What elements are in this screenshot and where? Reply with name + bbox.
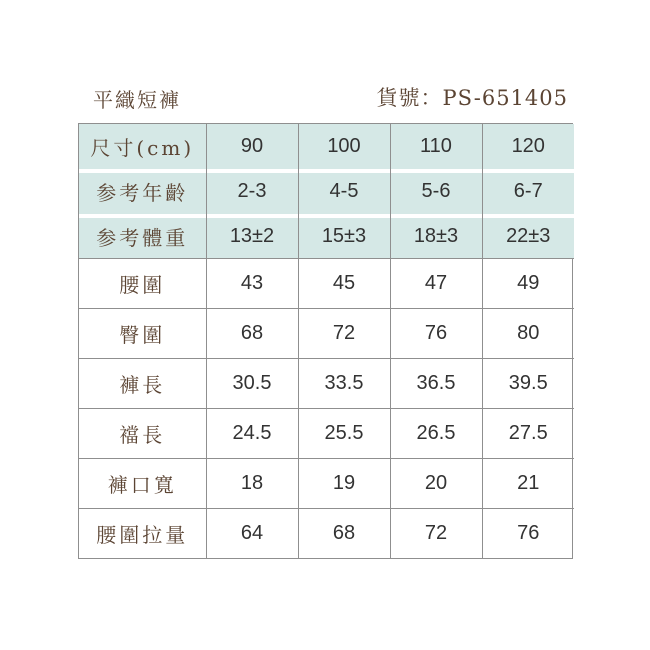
hip-row: [79, 309, 574, 359]
size-cell: 100: [298, 124, 390, 169]
table-cell: 72: [298, 309, 390, 359]
age-cell: 5-6: [390, 169, 482, 214]
table-cell: 25.5: [298, 409, 390, 459]
size-row: [79, 124, 574, 169]
table-cell: 19: [298, 459, 390, 509]
product-code: 貨號：PS-651405: [376, 86, 568, 110]
age-cell: 2-3: [206, 169, 298, 214]
age-cell: 4-5: [298, 169, 390, 214]
age-row: [79, 169, 574, 214]
weight-cell: 22±3: [482, 214, 574, 259]
table-cell: 49: [482, 259, 574, 309]
leg-opening-row: [79, 459, 574, 509]
table-cell: 76: [390, 309, 482, 359]
table-cell: 47: [390, 259, 482, 309]
row-label-weight: 参考體重: [79, 214, 206, 259]
table-cell: 27.5: [482, 409, 574, 459]
table-cell: 36.5: [390, 359, 482, 409]
table-cell: 45: [298, 259, 390, 309]
waist-row: [79, 259, 574, 309]
rise-row: [79, 409, 574, 459]
table-cell: 26.5: [390, 409, 482, 459]
table-cell: 39.5: [482, 359, 574, 409]
age-cell: 6-7: [482, 169, 574, 214]
product-title: 平織短褲: [93, 88, 181, 112]
size-cell: 90: [206, 124, 298, 169]
weight-cell: 15±3: [298, 214, 390, 259]
table-cell: 64: [206, 508, 298, 558]
table-cell: 33.5: [298, 359, 390, 409]
table-cell: 24.5: [206, 409, 298, 459]
pants-length-row: [79, 359, 574, 409]
row-label-age: 参考年齡: [79, 169, 206, 214]
row-label-pants-length: 褲長: [79, 359, 206, 409]
row-label-rise: 襠長: [79, 409, 206, 459]
table-cell: 20: [390, 459, 482, 509]
weight-cell: 18±3: [390, 214, 482, 259]
table-cell: 68: [206, 309, 298, 359]
size-chart-table: [78, 123, 573, 559]
weight-row: [79, 214, 574, 259]
table-cell: 68: [298, 508, 390, 558]
size-cell: 110: [390, 124, 482, 169]
row-label-waist: 腰圍: [79, 259, 206, 309]
row-label-waist-stretch: 腰圍拉量: [79, 508, 206, 558]
row-label-size: 尺寸(cm): [79, 124, 206, 169]
weight-cell: 13±2: [206, 214, 298, 259]
size-cell: 120: [482, 124, 574, 169]
table-cell: 18: [206, 459, 298, 509]
table-cell: 80: [482, 309, 574, 359]
table-cell: 30.5: [206, 359, 298, 409]
table-cell: 72: [390, 508, 482, 558]
row-label-leg-opening: 褲口寬: [79, 459, 206, 509]
table-cell: 76: [482, 508, 574, 558]
table-cell: 43: [206, 259, 298, 309]
waist-stretch-row: [79, 508, 574, 558]
table-cell: 21: [482, 459, 574, 509]
row-label-hip: 臀圍: [79, 309, 206, 359]
